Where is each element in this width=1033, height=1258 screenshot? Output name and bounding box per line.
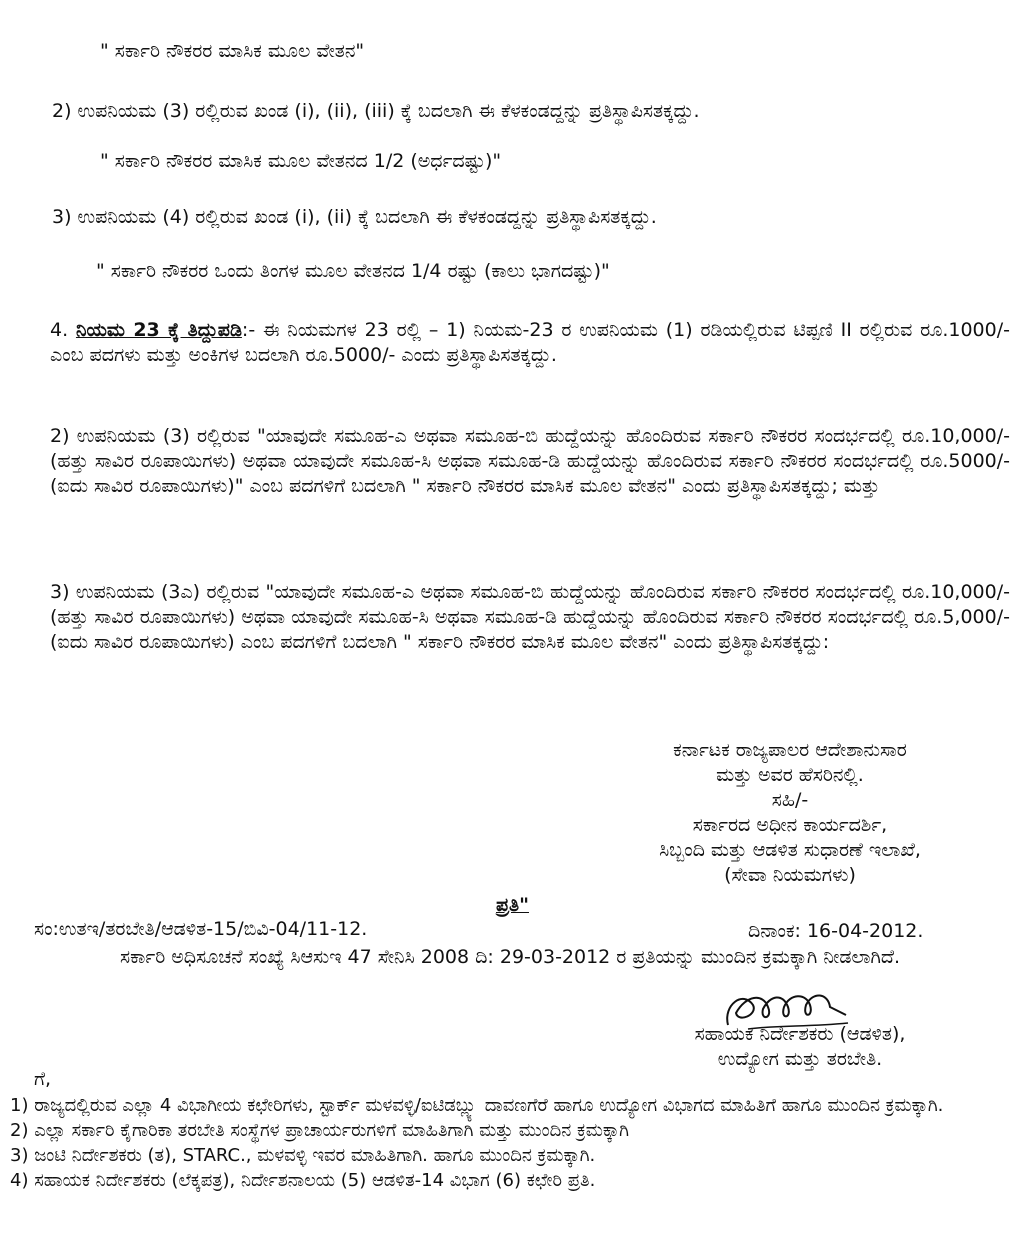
recipient-item: 3) ಜಂಟಿ ನಿರ್ದೇಶಕರು (ತ), STARC., ಮಳವಳ್ಳಿ ಇವರ ಮಾಹಿತಿಗಾಗಿ. ಹಾಗೂ ಮುಂದಿನ ಕ್ರಮಕ್ಕಾಗಿ. — [10, 1145, 596, 1166]
authority-line-3: ಸಹಿ/- — [771, 789, 809, 811]
reference-number: ಸಂ:ಉತಇ/ತರಬೇತಿ/ಆಡಳಿತ-15/ಬಿವಿ-04/11-12. — [34, 918, 368, 940]
authority-line-6: (ಸೇವಾ ನಿಯಮಗಳು) — [724, 864, 856, 886]
rule-23-number: 4. — [50, 319, 69, 341]
quote-quarter-basic-pay: " ಸರ್ಕಾರಿ ನೌಕರರ ಒಂದು ತಿಂಗಳ ಮೂಲ ವೇತನದ 1/4 ರಷ್ಟು (ಕಾಲು ಭಾಗದಷ್ಟು)" — [96, 260, 610, 282]
signatory-line-2: ಉದ್ಯೋಗ ಮತ್ತು ತರಬೇತಿ. — [717, 1048, 883, 1070]
notification-forwarding: ಸರ್ಕಾರಿ ಅಧಿಸೂಚನೆ ಸಂಖ್ಯೆ ಸಿಆಸುಇ 47 ಸೇನಿಸಿ 2008 ದಿ: 29-03-2012 ರ ಪ್ರತಿಯನ್ನು ಮುಂದಿನ ಕ್ರಮಕ್ಕಾಗಿ ನೀಡಲಾಗಿದೆ. — [120, 946, 900, 968]
authority-block — [580, 738, 1000, 888]
authority-line-2: ಮತ್ತು ಅವರ ಹೆಸರಿನಲ್ಲಿ. — [716, 764, 864, 786]
rule-23-heading: ನಿಯಮ 23 ಕ್ಕೆ ತಿದ್ದುಪಡಿ — [75, 319, 242, 341]
recipient-item: 1) ರಾಜ್ಯದಲ್ಲಿರುವ ಎಲ್ಲಾ 4 ವಿಭಾಗೀಯ ಕಛೇರಿಗಳು, ಸ್ಟಾರ್ಕ್ ಮಳವಳ್ಳಿ/ಐಟಿಡಬ್ಲ್ಯು ದಾವಣಗೆರೆ ಹಾಗೂ ಉದ್ಯೋಗ ವಿಭಾಗದ ಮಾಹಿತಿಗೆ ಹಾಗೂ ಮುಂದಿನ ಕ್ರಮಕ್ಕಾಗಿ. — [10, 1095, 944, 1116]
rule-23-text: :- ಈ ನಿಯಮಗಳ 23 ರಲ್ಲಿ – 1) ನಿಯಮ-23 ರ ಉಪನಿಯಮ (1) ರಡಿಯಲ್ಲಿರುವ ಟಿಪ್ಪಣಿ II ರಲ್ಲಿರುವ ರೂ.1000/- ಎಂಬ ಪದಗಳು ಮತ್ತು ಅಂಕಿಗಳ ಬದಲಾಗಿ ರೂ.5000/- ಎಂದು ಪ್ರತಿಸ್ಥಾಪಿಸತಕ್ಕದ್ದು. — [50, 319, 1010, 366]
authority-line-5: ಸಿಬ್ಬಂದಿ ಮತ್ತು ಆಡಳಿತ ಸುಧಾರಣೆ ಇಲಾಖೆ, — [659, 839, 921, 861]
quote-half-basic-pay: " ಸರ್ಕಾರಿ ನೌಕರರ ಮಾಸಿಕ ಮೂಲ ವೇತನದ 1/2 (ಅರ್ಧದಷ್ಟು)" — [100, 150, 502, 172]
recipient-item: 2) ಎಲ್ಲಾ ಸರ್ಕಾರಿ ಕೈಗಾರಿಕಾ ತರಬೇತಿ ಸಂಸ್ಥೆಗಳ ಪ್ರಾಚಾರ್ಯರುಗಳಿಗೆ ಮಾಹಿತಿಗಾಗಿ ಮತ್ತು ಮುಂದಿನ ಕ್ರಮಕ್ಕಾಗಿ — [10, 1120, 629, 1141]
subrule-4-item: 3) ಉಪನಿಯಮ (4) ರಲ್ಲಿರುವ ಖಂಡ (i), (ii) ಕ್ಕೆ ಬದಲಾಗಿ ಈ ಕೆಳಕಂಡದ್ದನ್ನು ಪ್ರತಿಸ್ಥಾಪಿಸತಕ್ಕದ್ದು. — [52, 206, 657, 228]
recipient-item: 4) ಸಹಾಯಕ ನಿರ್ದೇಶಕರು (ಲೆಕ್ಕಪತ್ರ), ನಿರ್ದೇಶನಾಲಯ (5) ಆಡಳಿತ-14 ವಿಭಾಗ (6) ಕಛೇರಿ ಪ್ರತಿ. — [10, 1170, 596, 1191]
rule-23-amendment — [50, 318, 1010, 368]
to-label: ಗೆ, — [34, 1068, 52, 1090]
authority-line-4: ಸರ್ಕಾರದ ಅಧೀನ ಕಾರ್ಯದರ್ಶಿ, — [692, 814, 888, 836]
signatory-block — [610, 1022, 990, 1072]
copy-heading: ಪ್ರತಿ" — [496, 894, 529, 916]
quote-monthly-basic-pay: " ಸರ್ಕಾರಿ ನೌಕರರ ಮಾಸಿಕ ಮೂಲ ವೇತನ" — [100, 40, 365, 62]
signatory-line-1: ಸಹಾಯಕ ನಿರ್ದೇಶಕರು (ಆಡಳಿತ), — [694, 1023, 906, 1045]
authority-line-1: ಕರ್ನಾಟಕ ರಾಜ್ಯಪಾಲರ ಆದೇಶಾನುಸಾರ — [673, 739, 907, 761]
subrule-3-item: 2) ಉಪನಿಯಮ (3) ರಲ್ಲಿರುವ ಖಂಡ (i), (ii), (iii) ಕ್ಕೆ ಬದಲಾಗಿ ಈ ಕೆಳಕಂಡದ್ದನ್ನು ಪ್ರತಿಸ್ಥಾಪಿಸತಕ್ಕದ್ದು. — [52, 100, 700, 122]
rule-23-subrule-3: 2) ಉಪನಿಯಮ (3) ರಲ್ಲಿರುವ "ಯಾವುದೇ ಸಮೂಹ-ಎ ಅಥವಾ ಸಮೂಹ-ಬಿ ಹುದ್ದೆಯನ್ನು ಹೊಂದಿರುವ ಸರ್ಕಾರಿ ನೌಕರರ ಸಂದರ್ಭದಲ್ಲಿ ರೂ.10,000/- (ಹತ್ತು ಸಾವಿರ ರೂಪಾಯಿಗಳು) ಅಥವಾ ಯಾವುದೇ ಸಮೂಹ-ಸಿ ಅಥವಾ ಸಮೂಹ-ಡಿ ಹುದ್ದೆಯನ್ನು ಹೊಂದಿರುವ ಸರ್ಕಾರಿ ನೌಕರರ ಸಂದರ್ಭದಲ್ಲಿ ರೂ.5000/- (ಐದು ಸಾವಿರ ರೂಪಾಯಿಗಳು)" ಎಂಬ ಪದಗಳಿಗೆ ಬದಲಾಗಿ " ಸರ್ಕಾರಿ ನೌಕರರ ಮಾಸಿಕ ಮೂಲ ವೇತನ" ಎಂದು ಪ್ರತಿಸ್ಥಾಪಿಸತಕ್ಕದ್ದು; ಮತ್ತು — [50, 425, 1010, 497]
document-date: ದಿನಾಂಕ: 16-04-2012. — [748, 920, 924, 942]
rule-23-subrule-3a: 3) ಉಪನಿಯಮ (3ಎ) ರಲ್ಲಿರುವ "ಯಾವುದೇ ಸಮೂಹ-ಎ ಅಥವಾ ಸಮೂಹ-ಬಿ ಹುದ್ದೆಯನ್ನು ಹೊಂದಿರುವ ಸರ್ಕಾರಿ ನೌಕರರ ಸಂದರ್ಭದಲ್ಲಿ ರೂ.10,000/- (ಹತ್ತು ಸಾವಿರ ರೂಪಾಯಿಗಳು) ಅಥವಾ ಯಾವುದೇ ಸಮೂಹ-ಸಿ ಅಥವಾ ಸಮೂಹ-ಡಿ ಹುದ್ದೆಯನ್ನು ಹೊಂದಿರುವ ಸರ್ಕಾರಿ ನೌಕರರ ಸಂದರ್ಭದಲ್ಲಿ ರೂ.5,000/- (ಐದು ಸಾವಿರ ರೂಪಾಯಿಗಳು) ಎಂಬ ಪದಗಳಿಗೆ ಬದಲಾಗಿ " ಸರ್ಕಾರಿ ನೌಕರರ ಮಾಸಿಕ ಮೂಲ ವೇತನ" ಎಂದು ಪ್ರತಿಸ್ಥಾಪಿಸತಕ್ಕದ್ದು: — [50, 581, 1010, 653]
recipient-list — [10, 1094, 1020, 1194]
